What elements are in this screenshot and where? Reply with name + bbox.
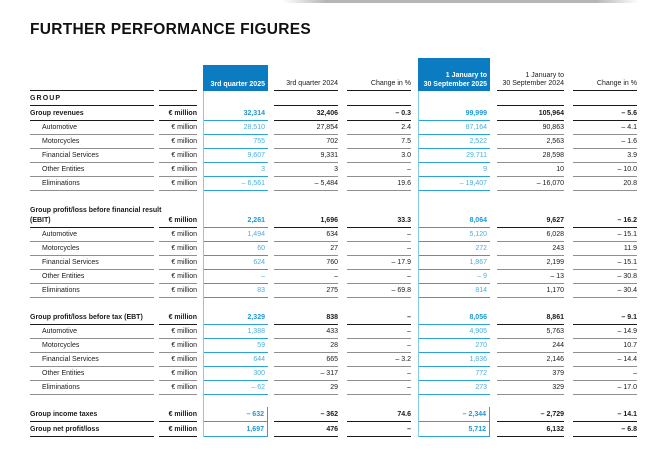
cell-ytd-2024: – 13 <box>497 270 564 284</box>
cell-change-ytd: – 4.1 <box>573 121 637 135</box>
table-row <box>30 284 637 298</box>
cell-q3-2024: 1,696 <box>274 203 338 228</box>
cell-change-ytd: 3.9 <box>573 149 637 163</box>
cell-change-quarter: – <box>347 228 411 242</box>
cell-ytd-2025: 87,164 <box>418 121 490 135</box>
table-row <box>30 367 637 381</box>
cell-change-quarter: 74.6 <box>347 407 411 422</box>
cell-ytd-2025: 5,712 <box>418 422 490 437</box>
cell-ytd-2024: 2,146 <box>497 353 564 367</box>
cell-change-ytd: – 5.6 <box>573 106 637 121</box>
cell-q3-2024: – <box>274 270 338 284</box>
cell-change-quarter: – <box>347 270 411 284</box>
table-row <box>30 203 637 228</box>
row-label: Group profit/loss before tax (EBT) <box>30 310 154 325</box>
row-label: Financial Services <box>30 149 154 163</box>
row-label: Other Entities <box>30 163 154 177</box>
cell-q3-2025: 9,607 <box>203 149 268 163</box>
table-body <box>30 106 637 437</box>
group-heading-rule <box>274 91 338 106</box>
cell-change-ytd: – 30.4 <box>573 284 637 298</box>
cell-q3-2025: – 632 <box>203 407 268 422</box>
cell-ytd-2025: 270 <box>418 339 490 353</box>
cell-q3-2025: 2,261 <box>203 203 268 228</box>
table-header <box>30 56 637 91</box>
cell-change-quarter: 19.6 <box>347 177 411 191</box>
header-q3-2025 <box>203 65 268 91</box>
table-section <box>30 310 637 395</box>
row-label: Financial Services <box>30 256 154 270</box>
blue-column-left-rule-ytd <box>418 91 419 437</box>
header-ytd-2024-line1: 1 January to <box>525 71 564 79</box>
table-row <box>30 121 637 135</box>
cell-ytd-2025: 9 <box>418 163 490 177</box>
performance-table <box>30 56 637 437</box>
cell-q3-2025: 2,329 <box>203 310 268 325</box>
row-unit: € million <box>159 310 197 325</box>
cell-change-ytd: – 15.1 <box>573 256 637 270</box>
row-label: Other Entities <box>30 270 154 284</box>
cell-change-ytd: – <box>573 367 637 381</box>
cell-change-ytd: – 15.1 <box>573 228 637 242</box>
cell-q3-2025: 624 <box>203 256 268 270</box>
cell-q3-2025: 755 <box>203 135 268 149</box>
blue-column-left-rule-quarter <box>203 91 204 437</box>
row-label: Eliminations <box>30 381 154 395</box>
cell-q3-2025: 60 <box>203 242 268 256</box>
cell-q3-2024: 838 <box>274 310 338 325</box>
cell-ytd-2024: 90,863 <box>497 121 564 135</box>
cell-change-quarter: 3.0 <box>347 149 411 163</box>
header-ytd-2025 <box>418 58 490 91</box>
table-row <box>30 256 637 270</box>
cell-ytd-2024: – 2,729 <box>497 407 564 422</box>
cell-ytd-2024: 2,563 <box>497 135 564 149</box>
cell-ytd-2025: 4,905 <box>418 325 490 339</box>
cell-ytd-2024: – 16,070 <box>497 177 564 191</box>
row-unit: € million <box>159 121 197 135</box>
table-row <box>30 270 637 284</box>
cell-q3-2025: 28,510 <box>203 121 268 135</box>
row-unit: € million <box>159 177 197 191</box>
table-section <box>30 203 637 298</box>
cell-q3-2025: 3 <box>203 163 268 177</box>
cell-ytd-2025: 8,056 <box>418 310 490 325</box>
cell-q3-2025: 59 <box>203 339 268 353</box>
row-unit: € million <box>159 325 197 339</box>
row-label: Automotive <box>30 325 154 339</box>
cell-change-quarter: – <box>347 163 411 177</box>
cell-change-quarter: – <box>347 242 411 256</box>
row-label: Eliminations <box>30 284 154 298</box>
cell-change-ytd: – 10.0 <box>573 163 637 177</box>
cell-q3-2024: 27 <box>274 242 338 256</box>
cell-q3-2025: 300 <box>203 367 268 381</box>
cell-change-quarter: – <box>347 367 411 381</box>
cell-q3-2024: – 5,484 <box>274 177 338 191</box>
cell-q3-2024: 9,331 <box>274 149 338 163</box>
row-unit: € million <box>159 203 197 228</box>
cell-q3-2024: 3 <box>274 163 338 177</box>
header-change-ytd-label: Change in % <box>596 79 637 87</box>
cell-change-ytd: – 16.2 <box>573 203 637 228</box>
cell-ytd-2024: 243 <box>497 242 564 256</box>
cell-ytd-2024: 28,598 <box>497 149 564 163</box>
cell-change-ytd: 11.9 <box>573 242 637 256</box>
cell-ytd-2025: – 9 <box>418 270 490 284</box>
cell-ytd-2025: 273 <box>418 381 490 395</box>
row-label: Group income taxes <box>30 407 154 422</box>
cell-change-ytd: 20.8 <box>573 177 637 191</box>
cell-ytd-2025: – 19,407 <box>418 177 490 191</box>
table-row <box>30 135 637 149</box>
cell-change-quarter: – <box>347 325 411 339</box>
cell-ytd-2024: 6,028 <box>497 228 564 242</box>
cell-q3-2025: – 62 <box>203 381 268 395</box>
cell-q3-2025: 1,697 <box>203 422 268 437</box>
row-unit: € million <box>159 353 197 367</box>
cell-ytd-2025: 814 <box>418 284 490 298</box>
group-heading: GROUP <box>30 91 154 106</box>
cell-ytd-2025: 5,120 <box>418 228 490 242</box>
group-heading-unit-rule <box>159 91 197 106</box>
row-label: Motorcycles <box>30 242 154 256</box>
cell-change-quarter: – 69.8 <box>347 284 411 298</box>
cell-change-quarter: 33.3 <box>347 203 411 228</box>
cell-change-quarter: – <box>347 310 411 325</box>
cell-ytd-2025: – 2,344 <box>418 407 490 422</box>
cell-change-quarter: – 3.2 <box>347 353 411 367</box>
cell-change-ytd: – 14.4 <box>573 353 637 367</box>
table-row <box>30 422 637 437</box>
row-label <box>30 203 162 228</box>
row-label: Group net profit/loss <box>30 422 154 437</box>
header-change-ytd <box>573 56 637 91</box>
cell-ytd-2025: 8,064 <box>418 203 490 228</box>
row-label: Financial Services <box>30 353 154 367</box>
cell-ytd-2025: 1,836 <box>418 353 490 367</box>
cell-q3-2025: 644 <box>203 353 268 367</box>
row-unit: € million <box>159 270 197 284</box>
row-unit: € million <box>159 106 197 121</box>
cell-q3-2024: 702 <box>274 135 338 149</box>
group-heading-rule <box>347 91 411 106</box>
page-title: FURTHER PERFORMANCE FIGURES <box>30 21 312 38</box>
cell-q3-2025: 1,494 <box>203 228 268 242</box>
cell-q3-2024: 275 <box>274 284 338 298</box>
table-section <box>30 407 637 437</box>
row-unit: € million <box>159 149 197 163</box>
table-row <box>30 177 637 191</box>
cell-change-ytd: – 14.1 <box>573 407 637 422</box>
cell-change-quarter: – <box>347 339 411 353</box>
table-row <box>30 242 637 256</box>
cell-q3-2025: 1,388 <box>203 325 268 339</box>
table-row <box>30 325 637 339</box>
cell-change-ytd: – 6.8 <box>573 422 637 437</box>
cell-q3-2024: – 362 <box>274 407 338 422</box>
header-ytd-2025-line2: 30 September 2025 <box>423 80 487 88</box>
row-label-line: (EBIT) <box>30 216 51 224</box>
cell-ytd-2024: 1,170 <box>497 284 564 298</box>
row-unit: € million <box>159 407 197 422</box>
cell-ytd-2025: 772 <box>418 367 490 381</box>
cell-q3-2024: 476 <box>274 422 338 437</box>
cell-q3-2025: 83 <box>203 284 268 298</box>
row-label: Motorcycles <box>30 339 154 353</box>
cell-change-ytd: – 9.1 <box>573 310 637 325</box>
page-top-rule <box>283 0 639 3</box>
header-ytd-2024 <box>497 56 564 91</box>
table-row <box>30 228 637 242</box>
cell-change-quarter: – 17.9 <box>347 256 411 270</box>
header-label-spacer <box>30 56 154 91</box>
cell-q3-2024: – 317 <box>274 367 338 381</box>
cell-ytd-2024: 329 <box>497 381 564 395</box>
row-unit: € million <box>159 367 197 381</box>
cell-q3-2024: 29 <box>274 381 338 395</box>
row-label: Eliminations <box>30 177 154 191</box>
cell-ytd-2025: 1,867 <box>418 256 490 270</box>
cell-q3-2024: 28 <box>274 339 338 353</box>
row-unit: € million <box>159 284 197 298</box>
table-row <box>30 310 637 325</box>
row-label-line: Group profit/loss before financial result <box>30 207 162 215</box>
cell-ytd-2024: 8,861 <box>497 310 564 325</box>
cell-q3-2025: – <box>203 270 268 284</box>
row-unit: € million <box>159 381 197 395</box>
header-change-quarter <box>347 56 411 91</box>
table-row <box>30 339 637 353</box>
group-heading-rule <box>573 91 637 106</box>
group-heading-row <box>30 91 637 106</box>
row-label: Automotive <box>30 228 154 242</box>
cell-ytd-2024: 105,964 <box>497 106 564 121</box>
cell-ytd-2025: 29,711 <box>418 149 490 163</box>
header-ytd-2024-line2: 30 September 2024 <box>502 79 564 87</box>
cell-ytd-2024: 244 <box>497 339 564 353</box>
group-heading-rule <box>497 91 564 106</box>
row-unit: € million <box>159 163 197 177</box>
row-label: Motorcycles <box>30 135 154 149</box>
cell-change-ytd: – 1.6 <box>573 135 637 149</box>
cell-change-ytd: – 14.9 <box>573 325 637 339</box>
row-label: Other Entities <box>30 367 154 381</box>
cell-ytd-2024: 5,763 <box>497 325 564 339</box>
cell-ytd-2024: 379 <box>497 367 564 381</box>
cell-ytd-2024: 6,132 <box>497 422 564 437</box>
row-unit: € million <box>159 242 197 256</box>
cell-q3-2025: – 6,561 <box>203 177 268 191</box>
cell-ytd-2024: 2,199 <box>497 256 564 270</box>
cell-change-quarter: 7.5 <box>347 135 411 149</box>
cell-ytd-2025: 2,522 <box>418 135 490 149</box>
cell-ytd-2025: 99,999 <box>418 106 490 121</box>
cell-ytd-2025: 272 <box>418 242 490 256</box>
header-unit-spacer <box>159 56 197 91</box>
cell-change-ytd: 10.7 <box>573 339 637 353</box>
cell-ytd-2024: 10 <box>497 163 564 177</box>
cell-q3-2024: 634 <box>274 228 338 242</box>
table-row <box>30 353 637 367</box>
cell-q3-2024: 665 <box>274 353 338 367</box>
row-unit: € million <box>159 422 197 437</box>
header-change-quarter-label: Change in % <box>370 79 411 87</box>
cell-change-ytd: – 30.8 <box>573 270 637 284</box>
cell-q3-2025: 32,314 <box>203 106 268 121</box>
cell-change-quarter: – 0.3 <box>347 106 411 121</box>
cell-change-ytd: – 17.0 <box>573 381 637 395</box>
row-label: Group revenues <box>30 106 154 121</box>
table-row <box>30 106 637 121</box>
header-ytd-2025-line1: 1 January to <box>445 71 487 79</box>
cell-change-quarter: – <box>347 381 411 395</box>
cell-q3-2024: 433 <box>274 325 338 339</box>
cell-q3-2024: 27,854 <box>274 121 338 135</box>
header-q3-2024 <box>274 56 338 91</box>
header-q3-2025-label: 3rd quarter 2025 <box>210 80 265 88</box>
cell-change-quarter: 2.4 <box>347 121 411 135</box>
row-unit: € million <box>159 228 197 242</box>
table-row <box>30 407 637 422</box>
row-unit: € million <box>159 256 197 270</box>
row-label: Automotive <box>30 121 154 135</box>
cell-q3-2024: 760 <box>274 256 338 270</box>
table-section <box>30 106 637 191</box>
cell-q3-2024: 32,406 <box>274 106 338 121</box>
header-q3-2024-label: 3rd quarter 2024 <box>286 79 338 87</box>
table-row <box>30 149 637 163</box>
table-row <box>30 381 637 395</box>
table-row <box>30 163 637 177</box>
cell-change-quarter: – <box>347 422 411 437</box>
row-unit: € million <box>159 339 197 353</box>
row-unit: € million <box>159 135 197 149</box>
cell-ytd-2024: 9,627 <box>497 203 564 228</box>
